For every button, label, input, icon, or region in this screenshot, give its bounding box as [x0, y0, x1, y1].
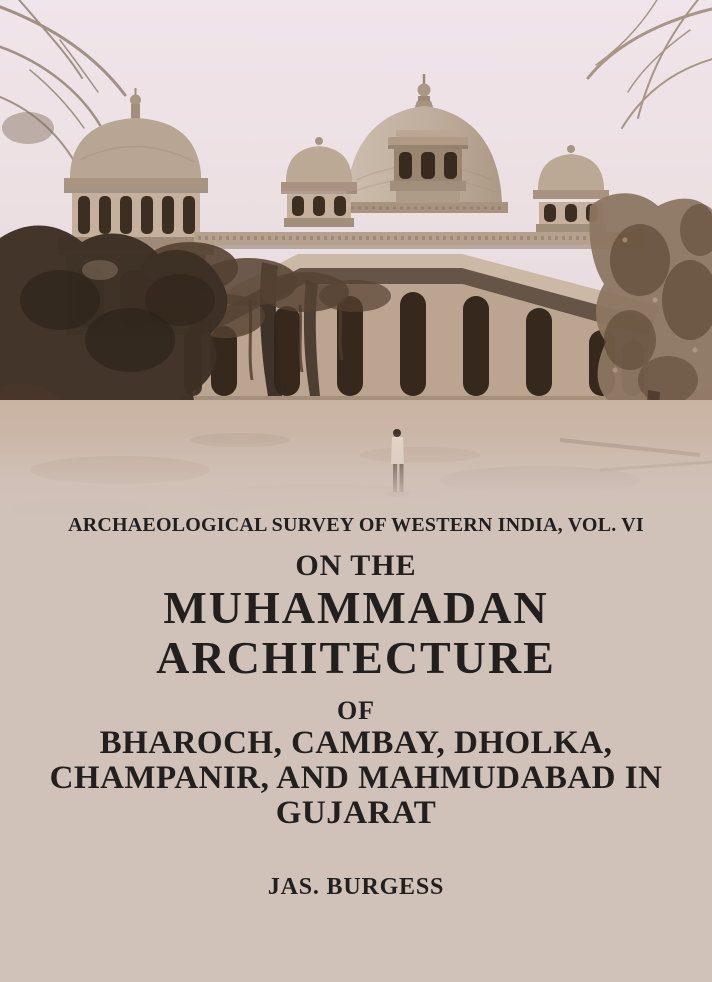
title-connector: OF	[336, 696, 376, 725]
title-line-2: ARCHITECTURE	[156, 632, 556, 683]
subtitle-line-2: CHAMPANIR, AND MAHMUDABAD IN	[49, 760, 663, 796]
subtitle-line-1: BHAROCH, CAMBAY, DHOLKA,	[99, 725, 613, 761]
title-line-1: MUHAMMADAN	[163, 582, 549, 633]
series-line: ARCHAEOLOGICAL SURVEY OF WESTERN INDIA, VOL. VI	[68, 514, 644, 536]
subtitle-line-3: GUJARAT	[275, 795, 437, 831]
author-name: JAS. BURGESS	[267, 874, 445, 900]
title-prefix: ON THE	[295, 549, 417, 582]
